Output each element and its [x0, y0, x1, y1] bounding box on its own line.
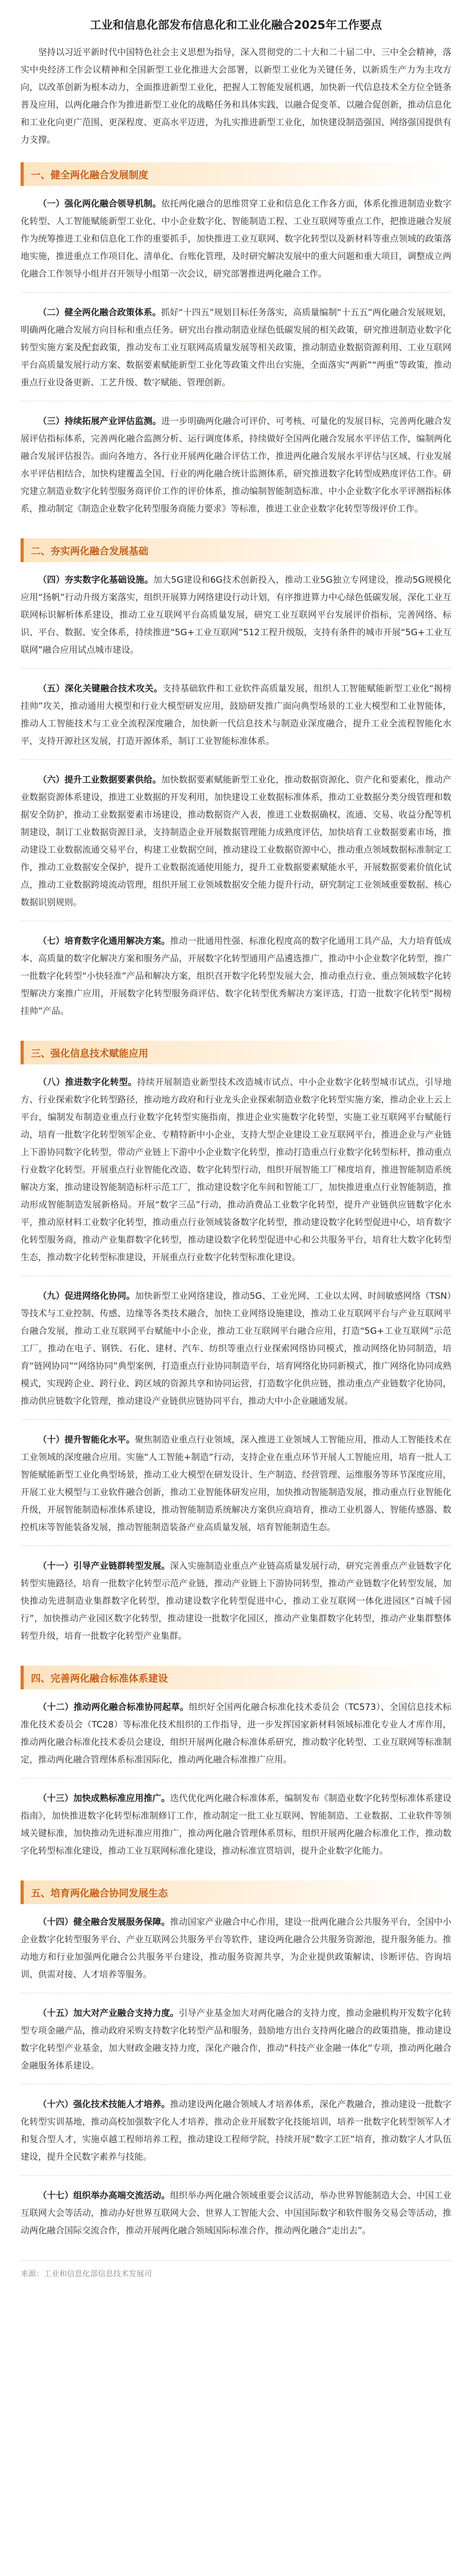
policy-paragraph [21, 195, 451, 283]
policy-lead: （五）深化关键融合技术攻关。 [38, 684, 163, 694]
section-heading-bar [21, 162, 451, 186]
source-footer: 来源：工业和信息化部信息技术发展司 [21, 2260, 451, 2279]
policy-body: 加大5G建设和6G技术创新投入，推动工业5G独立专网建设，推动5G规模化应用“扬帆”行动升级方案落实，组织开展算力网络建设行动计划，有序推进算力中心绿色低碳发展，深化工业互联网标识解析体系建设，推动工业互联网平台高质量发展，研究工业互联网平台发展评价指标，完善网络、标识、平台、数据、安全体系，持续推进“5G+工业互联网”512工程升级版，支持有条件的城市开展“5G+工业互联网”融合应用试点城市建设。 [21, 575, 451, 655]
policy-paragraph [21, 1790, 451, 1860]
policy-paragraph [21, 1074, 451, 1266]
policy-body: 推动国家产业融合中心作用，建设一批两化融合公共服务平台，全国中小企业数字化转型服务平台、产业互联网公共服务平台等软件，建设两化融合公共服务资源池，提升服务能力。推动地方和行业加强两化融合公共服务平台建设，推动服务资源共享，为企业提供政策解读、诊断评估、咨询培训、供需对接、人才培养等服务。 [21, 1917, 452, 1980]
policy-body: 推动一批通用性强、标准化程度高的数字化通用工具产品，大力培育低成本、高质量的数字化解决方案和服务产品，开展数字化转型通用产品遴选推广，推动中小企业数字化转型，推广一批数字化转型“小快轻准”产品和解决方案，组织召开数字化转型发展大会，推动重点行业、重点领域数字化转型解决方案推广应用，开展数字化转型服务商评估、数字化转型优秀解决方案评选，打造一批数字化转型“揭榜挂帅”产品。 [21, 936, 452, 1016]
policy-item [21, 1074, 451, 1276]
policy-body: 抓好“十四五”规划目标任务落实，高质量编制“十五五”两化融合发展规划，明确两化融合发展方向目标和重点任务。研究出台推动制造业绿色低碳发展的相关政策，研究推进制造业数字化转型实施方案及配套政策，推动发布工业互联网高质量发展等相关政策，推动制造业数据资源利用、工业互联网平台高质量发展行动方案、数据要素赋能新型工业化等政策文件出台实施，全面落实“两新”“两重”等政策，推动重点行业设备更新、工艺升级、数字赋能、管理创新。 [21, 308, 451, 388]
section-heading-bar [21, 1666, 451, 1689]
policy-item [21, 413, 451, 527]
policy-item [21, 1913, 451, 1993]
policy-body: 依托两化融合的思维贯穿工业和信息化工作各方面，体系化推进制造业数字化转型、人工智能赋能新型工业化、中小企业数字化、智能制造工程、工业互联网等重点工作，把推进融合发展作为统筹推进工业和信息化工作的重要抓手，加快推进工业互联网、数字化转型以及新材料等重点领域的政策落地实施，推进重点工作项目化、清单化、台账化管理，及时研究解决发展中的重大问题和重大项目，调整成立两化融合工作领导小组并召开领导小组第一次会议，研究部署推进两化融合工作。 [21, 199, 451, 279]
policy-lead: （十）提升智能化水平。 [38, 1435, 135, 1445]
policy-item [21, 1790, 451, 1869]
policy-lead: （四）夯实数字化基础设施。 [38, 575, 153, 585]
policy-lead: （十七）组织举办高端交流活动。 [38, 2191, 170, 2201]
policy-item [21, 1287, 451, 1420]
policy-paragraph [21, 413, 451, 518]
article-title: 工业和信息化部发布信息化和工业化融合2025年工作要点 [90, 19, 382, 32]
policy-item [21, 304, 451, 401]
policy-item [21, 2005, 451, 2084]
policy-paragraph [21, 933, 451, 1020]
policy-item [21, 195, 451, 293]
policy-lead: （二）健全两化融合政策体系。 [38, 308, 161, 318]
section [21, 162, 451, 527]
policy-paragraph [21, 1287, 451, 1410]
policy-item [21, 1431, 451, 1546]
policy-body: 持续开展制造业新型技术改造城市试点、中小企业数字化转型城市试点，引导地方、行业探索数字化转型路径，推动地方政府和行业龙头企业探索制造业数字化转型实施方案，推动企业上云上平台，编制发布制造业重点行业数字化转型实施指南，推进企业实施数字化转型，实施工业互联网平台赋能行动，培育一批数字化转型领军企业、专精特新中小企业，支持大型企业建设工业互联网平台，推进企业与产业链上下游协同数字化转型，带动产业链上下游中小企业数字化转型，推动打造重点行业数字化转型标杆，推动重点行业数字化转型。开展重点行业智能化改造、数字化转型行动，组织开展智能工厂梯度培育，推进智能制造系统解决方案，推动建设智能制造标杆示范工厂，推动建设数字化车间和智能工厂，加快推进重点行业智能制造，推动形成智能制造发展新格局。开展“数字三品”行动，推动消费品工业数字化转型，提升产业链供应链数字化水平，推动原材料工业数字化转型，推动重点行业领域装备数字化转型，推动建设数字化转型促进中心，培育数字化转型服务商，推动产业集群数字化转型，推动建设数字化转型促进中心和公共服务平台，培育壮大数字化转型生态，推动数字化转型标准建设，开展重点行业数字化转型标准化建设。 [21, 1077, 452, 1263]
section [21, 1880, 451, 2249]
policy-item [21, 933, 451, 1029]
policy-lead: （七）培育数字化通用解决方案。 [38, 936, 170, 946]
section [21, 1041, 451, 1654]
policy-body: 深入实施制造业重点产业链高质量发展行动，研究完善重点产业链数字化转型实施路径，培育一批数字化转型示范产业链，推动产业链上下游协同转型，推动产业链数字化转型发展，加快推动先进制造业集群数字化转型，推动建设数字化转型促进中心，推动工业互联网一体化进园区“百城千园行”，加快推动产业园区数字化转型，推动建设一批数字化园区，推动产业集群数字化转型，推动产业集群整体转型升级，培育一批数字化转型产业集群。 [21, 1561, 452, 1641]
sections-container [21, 162, 451, 2249]
policy-paragraph [21, 1913, 451, 1984]
section [21, 538, 451, 1029]
policy-lead: （十三）加快成熟标准应用推广。 [38, 1793, 170, 1804]
policy-body: 推动建设两化融合领域人才培养体系，深化产教融合，推动建设一批数字化转型实训基地，推动高校加强数字化人才培养，推动企业开展数字化技能培训，培养一批数字化转型领军人才和复合型人才，实施卓越工程师培养工程，推动建设工程师学院，持续开展“数字工匠”培育，推动数字人才队伍建设，提升全民数字素养与技能。 [21, 2099, 452, 2162]
policy-body: 组织好全国两化融合标准化技术委员会（TC573）、全国信息技术标准化技术委员会（TC28）等标准化技术组织的工作指导，进一步发挥国家新材料领域标准化专业人才库作用，推动两化融合标准化技术委员会建设，组织开展两化融合标准体系研究，推动数字化转型、工业互联网等标准制定，推动两化融合管理体系标准国际化，推动两化融合标准推广应用。 [21, 1702, 451, 1765]
policy-lead: （六）提升工业数据要素供给。 [38, 775, 162, 785]
policy-lead: （九）促进网络化协同。 [38, 1291, 135, 1301]
policy-lead: （一）强化两化融合领导机制。 [38, 199, 162, 209]
policy-lead: （八）推进数字化转型。 [38, 1077, 137, 1088]
section-heading: 三、强化信息技术赋能应用 [31, 1047, 149, 1059]
policy-paragraph [21, 1699, 451, 1769]
policy-item [21, 2187, 451, 2249]
policy-paragraph [21, 2096, 451, 2166]
policy-item [21, 680, 451, 760]
policy-item [21, 2096, 451, 2176]
section-heading-bar [21, 1041, 451, 1064]
policy-body: 加快数据要素赋能新型工业化，推动数据资源化、资产化和要素化，推动产业数据资源体系建设，推进工业数据的开发利用，加快建设工业数据标准体系，推动工业数据分类分级管理和数据安全防护，推动工业数据要素市场建设，推动数据资产入表，推进工业数据确权、流通、交易、收益分配等机制建设，制订工业数据资源目录，支持制造企业开展数据管理能力成熟度评估，加快培育工业数据要素市场，推动建设工业数据流通交易平台，构建工业数据空间，推动建设工业数据资源中心，推动重点领域数据标准制定工作，推动工业数据安全保护，提升工业数据流通使用能力，提升工业数据要素赋能水平，开展数据要素价值化试点，推动工业数据跨境流动管理，组织开展工业领域数据安全能力提升行动，研究制定工业领域重要数据、核心数据识别规则。 [21, 775, 451, 908]
section-heading: 四、完善两化融合标准体系建设 [31, 1672, 168, 1684]
policy-paragraph [21, 1557, 451, 1645]
policy-lead: （三）持续拓展产业评估监测。 [38, 416, 162, 427]
policy-item [21, 1699, 451, 1778]
policy-body: 聚焦制造业重点行业领域，深入推进工业领域人工智能应用，推动人工智能技术在工业领域的深度融合应用。实施“人工智能+制造”行动，支持企业在重点环节开展人工智能应用，培育一批人工智能赋能新型工业化典型场景，推动工业大模型在研发设计、生产制造、经营管理、运维服务等环节深度应用，开展工业大模型与工业软件融合创新，推动工业智能体研发应用，加快推动智能制造发展，推动重点行业智能化升级，开展智能制造标准体系建设，推动智能制造系统解决方案供应商培育，推动工业机器人、智能传感器、数控机床等智能装备发展，推动智能制造装备产业高质量发展，培育智能制造生态。 [21, 1435, 452, 1533]
policy-body: 支持基础软件和工业软件高质量发展，组织人工智能赋能新型工业化“揭榜挂帅”攻关，推动通用大模型和行业大模型研发应用，鼓励研发推广面向典型场景的工业大模型和工业智能体，推动人工智能技术与工业全流程深度融合，加快新一代信息技术与制造业深度融合，提升工业全流程智能化水平，支持开源社区发展，打造开源体系，制订工业智能标准体系。 [21, 684, 452, 747]
policy-lead: （十六）强化技术技能人才培养。 [38, 2099, 170, 2110]
policy-paragraph [21, 571, 451, 659]
policy-lead: （十二）推动两化融合标准协同起草。 [38, 1702, 189, 1713]
policy-lead: （十五）加大对产业融合支持力度。 [38, 2008, 179, 2019]
policy-item [21, 771, 451, 921]
policy-body: 组织举办两化融合领域重要会议活动，举办世界智能制造大会、中国工业互联网大会等活动，推动办好世界互联网大会、世界人工智能大会、中国国际数字和软件服务交易会等活动，推动两化融合国际交流合作，推动开展两化融合领域国际标准合作，推动两化融合“走出去”。 [21, 2191, 452, 2236]
policy-item [21, 571, 451, 669]
section-heading-bar [21, 538, 451, 562]
policy-lead: （十一）引导产业链群转型发展。 [38, 1561, 170, 1571]
section [21, 1666, 451, 1869]
section-heading: 五、培育两化融合协同发展生态 [31, 1887, 168, 1899]
intro-paragraph: 坚持以习近平新时代中国特色社会主义思想为指导，深入贯彻党的二十大和二十届二中、三中全会精神，落实中央经济工作会议精神和全国新型工业化推进大会部署，以新型工业化为关键任务，以新质生产力为主攻方向，以改革创新为根本动力，全面推进新型工业化，把握人工智能发展机遇，加快新一代信息技术全方位全链条普及应用，以两化融合作为推进新型工业化的战略任务和具体实践，以融合促变革、以融合促创新，推动信息化和工业化向更广范围、更深程度、更高水平迈进，为扎实推进新型工业化，加快建设制造强国、网络强国提供有力支撑。 [21, 47, 451, 145]
policy-body: 加快新型工业网络建设，推动5G、工业光网、工业以太网、时间敏感网络（TSN）等技术与工业控制、传感、边缘等各类技术融合，加快工业网络设施建设，推动工业互联网平台与产业互联网平台融合发展，推动工业互联网平台赋能中小企业，推动工业互联网平台融合应用，打造“5G+工业互联网”示范工厂，推动在电子、钢铁、石化、建材、汽车、纺织等重点行业探索网络协同模式，推动网络化协同制造，培育“链网协同”“网络协同”典型案例，打造重点行业协同制造平台，培育网络化协同新模式，推广网络化协同成熟模式，实现跨企业、跨行业、跨区域的资源共享和协同运营，打造数字化供应链，推动重点产业链数字化协同，推动供应链数字化管理，推动建设产业链供应链协同平台，推动大中小企业融通发展。 [21, 1291, 451, 1406]
policy-body: 迭代优化两化融合标准体系，编制发布《制造业数字化转型标准体系建设指南》，加快推进数字化转型标准制修订工作，推动制定一批工业互联网、智能制造、工业数据、工业软件等领域关键标准，加快推动先进标准应用推广，推动两化融合管理体系贯标，组织开展两化融合标准化工作，推动数字化转型标准化建设，推动工业互联网标准化建设，推动标准宣贯培训，提升企业数字化能力。 [21, 1793, 452, 1856]
policy-item [21, 1557, 451, 1654]
policy-body: 引导产业基金加大对两化融合的支持力度，推动金融机构开发数字化转型专项金融产品，推动政府采购支持数字化转型产品和服务，鼓励地方出台支持两化融合的政策措施，推动建设数字化转型产业基金，加大财政金融支持力度，深化产融合作，推动“科技产业金融一体化”专项，推动两化融合金融服务体系建设。 [21, 2008, 451, 2071]
section-heading: 一、健全两化融合发展制度 [31, 169, 149, 181]
section-heading-bar [21, 1880, 451, 1904]
policy-paragraph [21, 304, 451, 392]
section-heading: 二、夯实两化融合发展基础 [31, 545, 149, 557]
policy-paragraph [21, 2005, 451, 2075]
policy-paragraph [21, 1431, 451, 1536]
policy-paragraph [21, 771, 451, 911]
policy-paragraph [21, 2187, 451, 2240]
policy-lead: （十四）健全融合发展服务保障。 [38, 1917, 170, 1927]
policy-paragraph [21, 680, 451, 750]
policy-body: 进一步明确两化融合可评价、可考核、可量化的发展目标，完善两化融合发展评估指标体系，完善两化融合监测分析、运行调度体系，持续做好全国两化融合发展水平评估工作，编制两化融合发展评估报告。面向各地方、各行业开展两化融合评估工作，推进两化融合发展水平评估与区域、行业发展水平评估相结合，加快构建覆盖全国、行业的两化融合统计监测体系，研究推进数字化转型成熟度评估工作。研究建立制造业数字化转型服务商评价工作的评价体系，推动编制智能制造标准、中小企业数字化水平评测指标体系，推动制定《制造企业数字化转型服务商能力要求》等标准，推进工业企业数字化转型等级评价工作。 [21, 416, 451, 514]
